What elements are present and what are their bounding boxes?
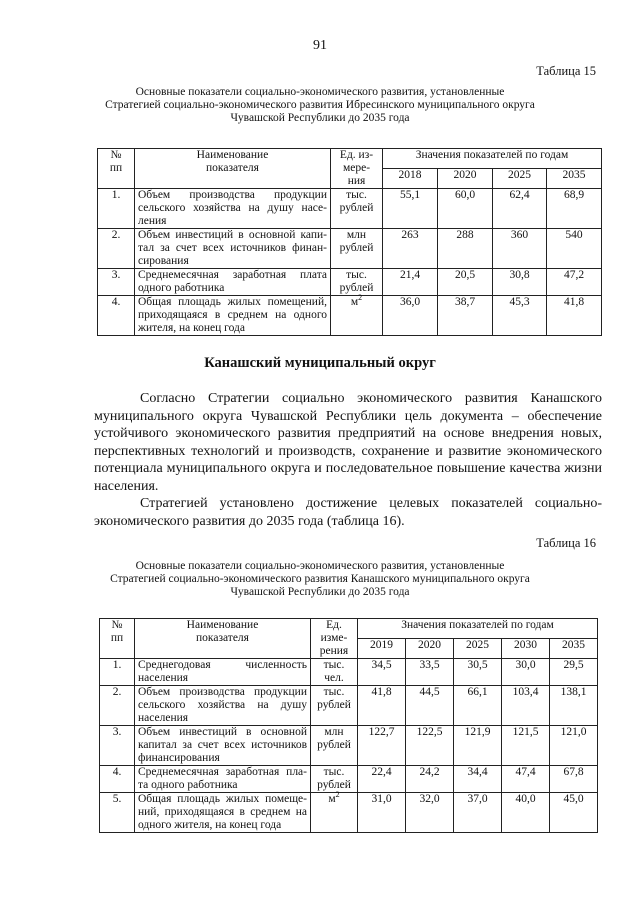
row-unit	[331, 189, 383, 229]
name-line: тал за счет всех источников финан-	[138, 242, 327, 254]
value-cell: 44,5	[406, 686, 454, 726]
unit-exponent: 2	[358, 293, 363, 303]
table-row	[100, 793, 598, 833]
table-row	[100, 766, 598, 793]
value-cell: 41,8	[547, 296, 602, 336]
table-row	[100, 659, 598, 686]
unit-line: тыс.	[323, 766, 345, 778]
value-cell: 68,9	[547, 189, 602, 229]
header-text: показателя	[196, 632, 249, 644]
unit-line: млн	[324, 726, 344, 738]
name-line: та одного работника	[138, 779, 238, 791]
header-text: пп	[109, 162, 123, 174]
caption-line: Основные показатели социально-экономического развития, установленные	[135, 560, 505, 572]
name-line: населения	[138, 672, 189, 684]
value-cell: 103,4	[502, 686, 550, 726]
row-name	[135, 686, 311, 726]
row-name	[135, 766, 311, 793]
table-15-label: Таблица 15	[536, 64, 596, 78]
row-num: 5.	[100, 793, 135, 833]
unit-line: тыс.	[346, 189, 367, 201]
table-16-caption	[60, 560, 580, 599]
header-text: ния	[347, 175, 366, 187]
unit-line: рублей	[317, 779, 351, 791]
value-cell: 24,2	[406, 766, 454, 793]
header-text: Ед.	[326, 619, 342, 631]
row-name	[135, 229, 331, 269]
caption-line: Чувашской Республики до 2035 года	[230, 586, 410, 598]
unit-line: рублей	[339, 282, 374, 294]
name-line: Объем производства продукции	[138, 686, 307, 698]
value-cell: 36,0	[383, 296, 438, 336]
table-row	[98, 269, 602, 296]
header-year: 2025	[493, 169, 547, 189]
value-cell: 32,0	[406, 793, 454, 833]
value-cell: 30,5	[454, 659, 502, 686]
row-num: 4.	[98, 296, 135, 336]
name-line: приходящаяся в среднем на одного	[138, 309, 327, 321]
value-cell: 263	[383, 229, 438, 269]
header-year: 2019	[358, 639, 406, 659]
name-line: Среднегодовая численность	[138, 659, 307, 671]
row-num: 2.	[100, 686, 135, 726]
name-line: сирования	[138, 255, 189, 267]
value-cell: 121,9	[454, 726, 502, 766]
header-text: №	[111, 619, 123, 631]
section-body	[94, 390, 602, 530]
caption-line: Стратегией социально-экономического развития Ибресинского муниципального округа	[105, 99, 535, 111]
value-cell: 41,8	[358, 686, 406, 726]
header-text: Наименование	[186, 619, 259, 631]
name-line: одного жителя, на конец года	[138, 819, 282, 831]
row-unit	[311, 766, 358, 793]
unit-line: рублей	[339, 242, 374, 254]
header-num	[100, 619, 135, 659]
unit-line: рублей	[317, 699, 351, 711]
row-name	[135, 659, 311, 686]
value-cell: 47,4	[502, 766, 550, 793]
name-line: Среднемесячная заработная пла-	[138, 766, 307, 778]
page-number: 91	[313, 38, 327, 53]
name-line: Общая площадь жилых помеще-	[138, 793, 307, 805]
value-cell: 33,5	[406, 659, 454, 686]
row-unit	[311, 790, 358, 833]
value-cell: 47,2	[547, 269, 602, 296]
value-cell: 30,0	[502, 659, 550, 686]
value-cell: 138,1	[550, 686, 598, 726]
unit-line: чел.	[324, 672, 344, 684]
unit-base: м	[328, 793, 336, 805]
value-cell: 62,4	[493, 189, 547, 229]
row-name	[135, 726, 311, 766]
table-15	[97, 148, 602, 336]
header-text: Наименование	[196, 149, 269, 161]
value-cell: 38,7	[438, 296, 493, 336]
header-values-title: Значения показателей по годам	[383, 149, 602, 169]
row-num: 1.	[98, 189, 135, 229]
table-row	[98, 229, 602, 269]
value-cell: 288	[438, 229, 493, 269]
name-line: населения	[138, 712, 189, 724]
table-row	[100, 726, 598, 766]
table-16-label: Таблица 16	[536, 536, 596, 550]
header-year: 2025	[454, 639, 502, 659]
row-num: 3.	[98, 269, 135, 296]
header-name	[135, 149, 331, 189]
unit-line: рублей	[317, 739, 351, 751]
value-cell: 40,0	[502, 793, 550, 833]
header-text: мере-	[342, 162, 371, 174]
row-unit	[331, 293, 383, 336]
row-name	[135, 269, 331, 296]
value-cell: 540	[547, 229, 602, 269]
value-cell: 34,4	[454, 766, 502, 793]
value-cell: 20,5	[438, 269, 493, 296]
name-line: Среднемесячная заработная плата	[138, 269, 327, 281]
value-cell: 66,1	[454, 686, 502, 726]
unit-line: тыс.	[323, 659, 345, 671]
header-year: 2018	[383, 169, 438, 189]
row-num: 1.	[100, 659, 135, 686]
header-text: Ед. из-	[339, 149, 374, 161]
unit-exponent: 2	[335, 790, 340, 800]
paragraph: Согласно Стратегии социально экономического развития Канашского муниципального округа Чувашской Республики цель документа – обеспечение устойчивого экономического развития предприятий на основе внедрения новых, перспективных технологий и производств, сохранение и развитие экономического потенциала муниципального округа и последовательное повышение качества жизни населения.	[94, 391, 602, 494]
row-num: 4.	[100, 766, 135, 793]
row-num: 3.	[100, 726, 135, 766]
caption-line: Чувашской Республики до 2035 года	[230, 112, 410, 124]
unit-line: млн	[346, 229, 367, 241]
value-cell: 67,8	[550, 766, 598, 793]
unit-line: тыс.	[323, 686, 345, 698]
value-cell: 55,1	[383, 189, 438, 229]
value-cell: 121,0	[550, 726, 598, 766]
section-title: Канашский муниципальный округ	[204, 355, 436, 371]
name-line: сельского хозяйства на душу насе-	[138, 202, 327, 214]
header-text: изме-	[320, 632, 348, 644]
caption-line: Основные показатели социально-экономического развития, установленные	[135, 86, 505, 98]
unit-base: м	[350, 296, 359, 308]
header-text: показателя	[206, 162, 259, 174]
row-name	[135, 189, 331, 229]
value-cell: 122,5	[406, 726, 454, 766]
header-unit	[311, 619, 358, 659]
table-row	[100, 686, 598, 726]
header-year: 2030	[502, 639, 550, 659]
name-line: Объем инвестиций в основной	[138, 726, 307, 738]
name-line: ний, приходящаяся в среднем на	[138, 806, 307, 818]
header-num	[98, 149, 135, 189]
value-cell: 122,7	[358, 726, 406, 766]
table-row	[98, 189, 602, 229]
row-num: 2.	[98, 229, 135, 269]
header-year: 2020	[406, 639, 454, 659]
header-values-title: Значения показателей по годам	[358, 619, 598, 639]
table-row	[98, 296, 602, 336]
row-unit	[311, 726, 358, 766]
value-cell: 34,5	[358, 659, 406, 686]
header-year: 2020	[438, 169, 493, 189]
row-name	[135, 793, 311, 833]
value-cell: 29,5	[550, 659, 598, 686]
value-cell: 30,8	[493, 269, 547, 296]
caption-line: Стратегией социально-экономического развития Канашского муниципального округа	[110, 573, 530, 585]
value-cell: 45,0	[550, 793, 598, 833]
row-unit	[311, 686, 358, 726]
name-line: капитал за счет всех источников	[138, 739, 307, 751]
table-15-caption	[60, 86, 580, 125]
value-cell: 360	[493, 229, 547, 269]
unit-line: рублей	[339, 202, 374, 214]
header-text: рения	[319, 645, 349, 657]
table-16	[99, 618, 598, 833]
header-unit	[331, 149, 383, 189]
row-unit	[331, 269, 383, 296]
name-line: одного работника	[138, 282, 225, 294]
header-name	[135, 619, 311, 659]
value-cell: 45,3	[493, 296, 547, 336]
value-cell: 37,0	[454, 793, 502, 833]
name-line: жителя, на конец года	[138, 322, 245, 334]
name-line: ления	[138, 215, 167, 227]
row-unit	[311, 659, 358, 686]
row-name	[135, 296, 331, 336]
name-line: сельского хозяйства на душу	[138, 699, 307, 711]
value-cell: 60,0	[438, 189, 493, 229]
unit-line: тыс.	[346, 269, 367, 281]
row-unit	[331, 229, 383, 269]
name-line: Объем инвестиций в основной капи-	[138, 229, 327, 241]
value-cell: 21,4	[383, 269, 438, 296]
value-cell: 22,4	[358, 766, 406, 793]
header-text: пп	[110, 632, 124, 644]
header-text: №	[110, 149, 122, 161]
paragraph: Стратегией установлено достижение целевых показателей социально-экономического развития до 2035 года (таблица 16).	[94, 496, 602, 529]
name-line: Общая площадь жилых помещений,	[138, 296, 327, 308]
name-line: финансирования	[138, 752, 220, 764]
header-year: 2035	[547, 169, 602, 189]
header-year: 2035	[550, 639, 598, 659]
value-cell: 121,5	[502, 726, 550, 766]
value-cell: 31,0	[358, 793, 406, 833]
name-line: Объем производства продукции	[138, 189, 327, 201]
